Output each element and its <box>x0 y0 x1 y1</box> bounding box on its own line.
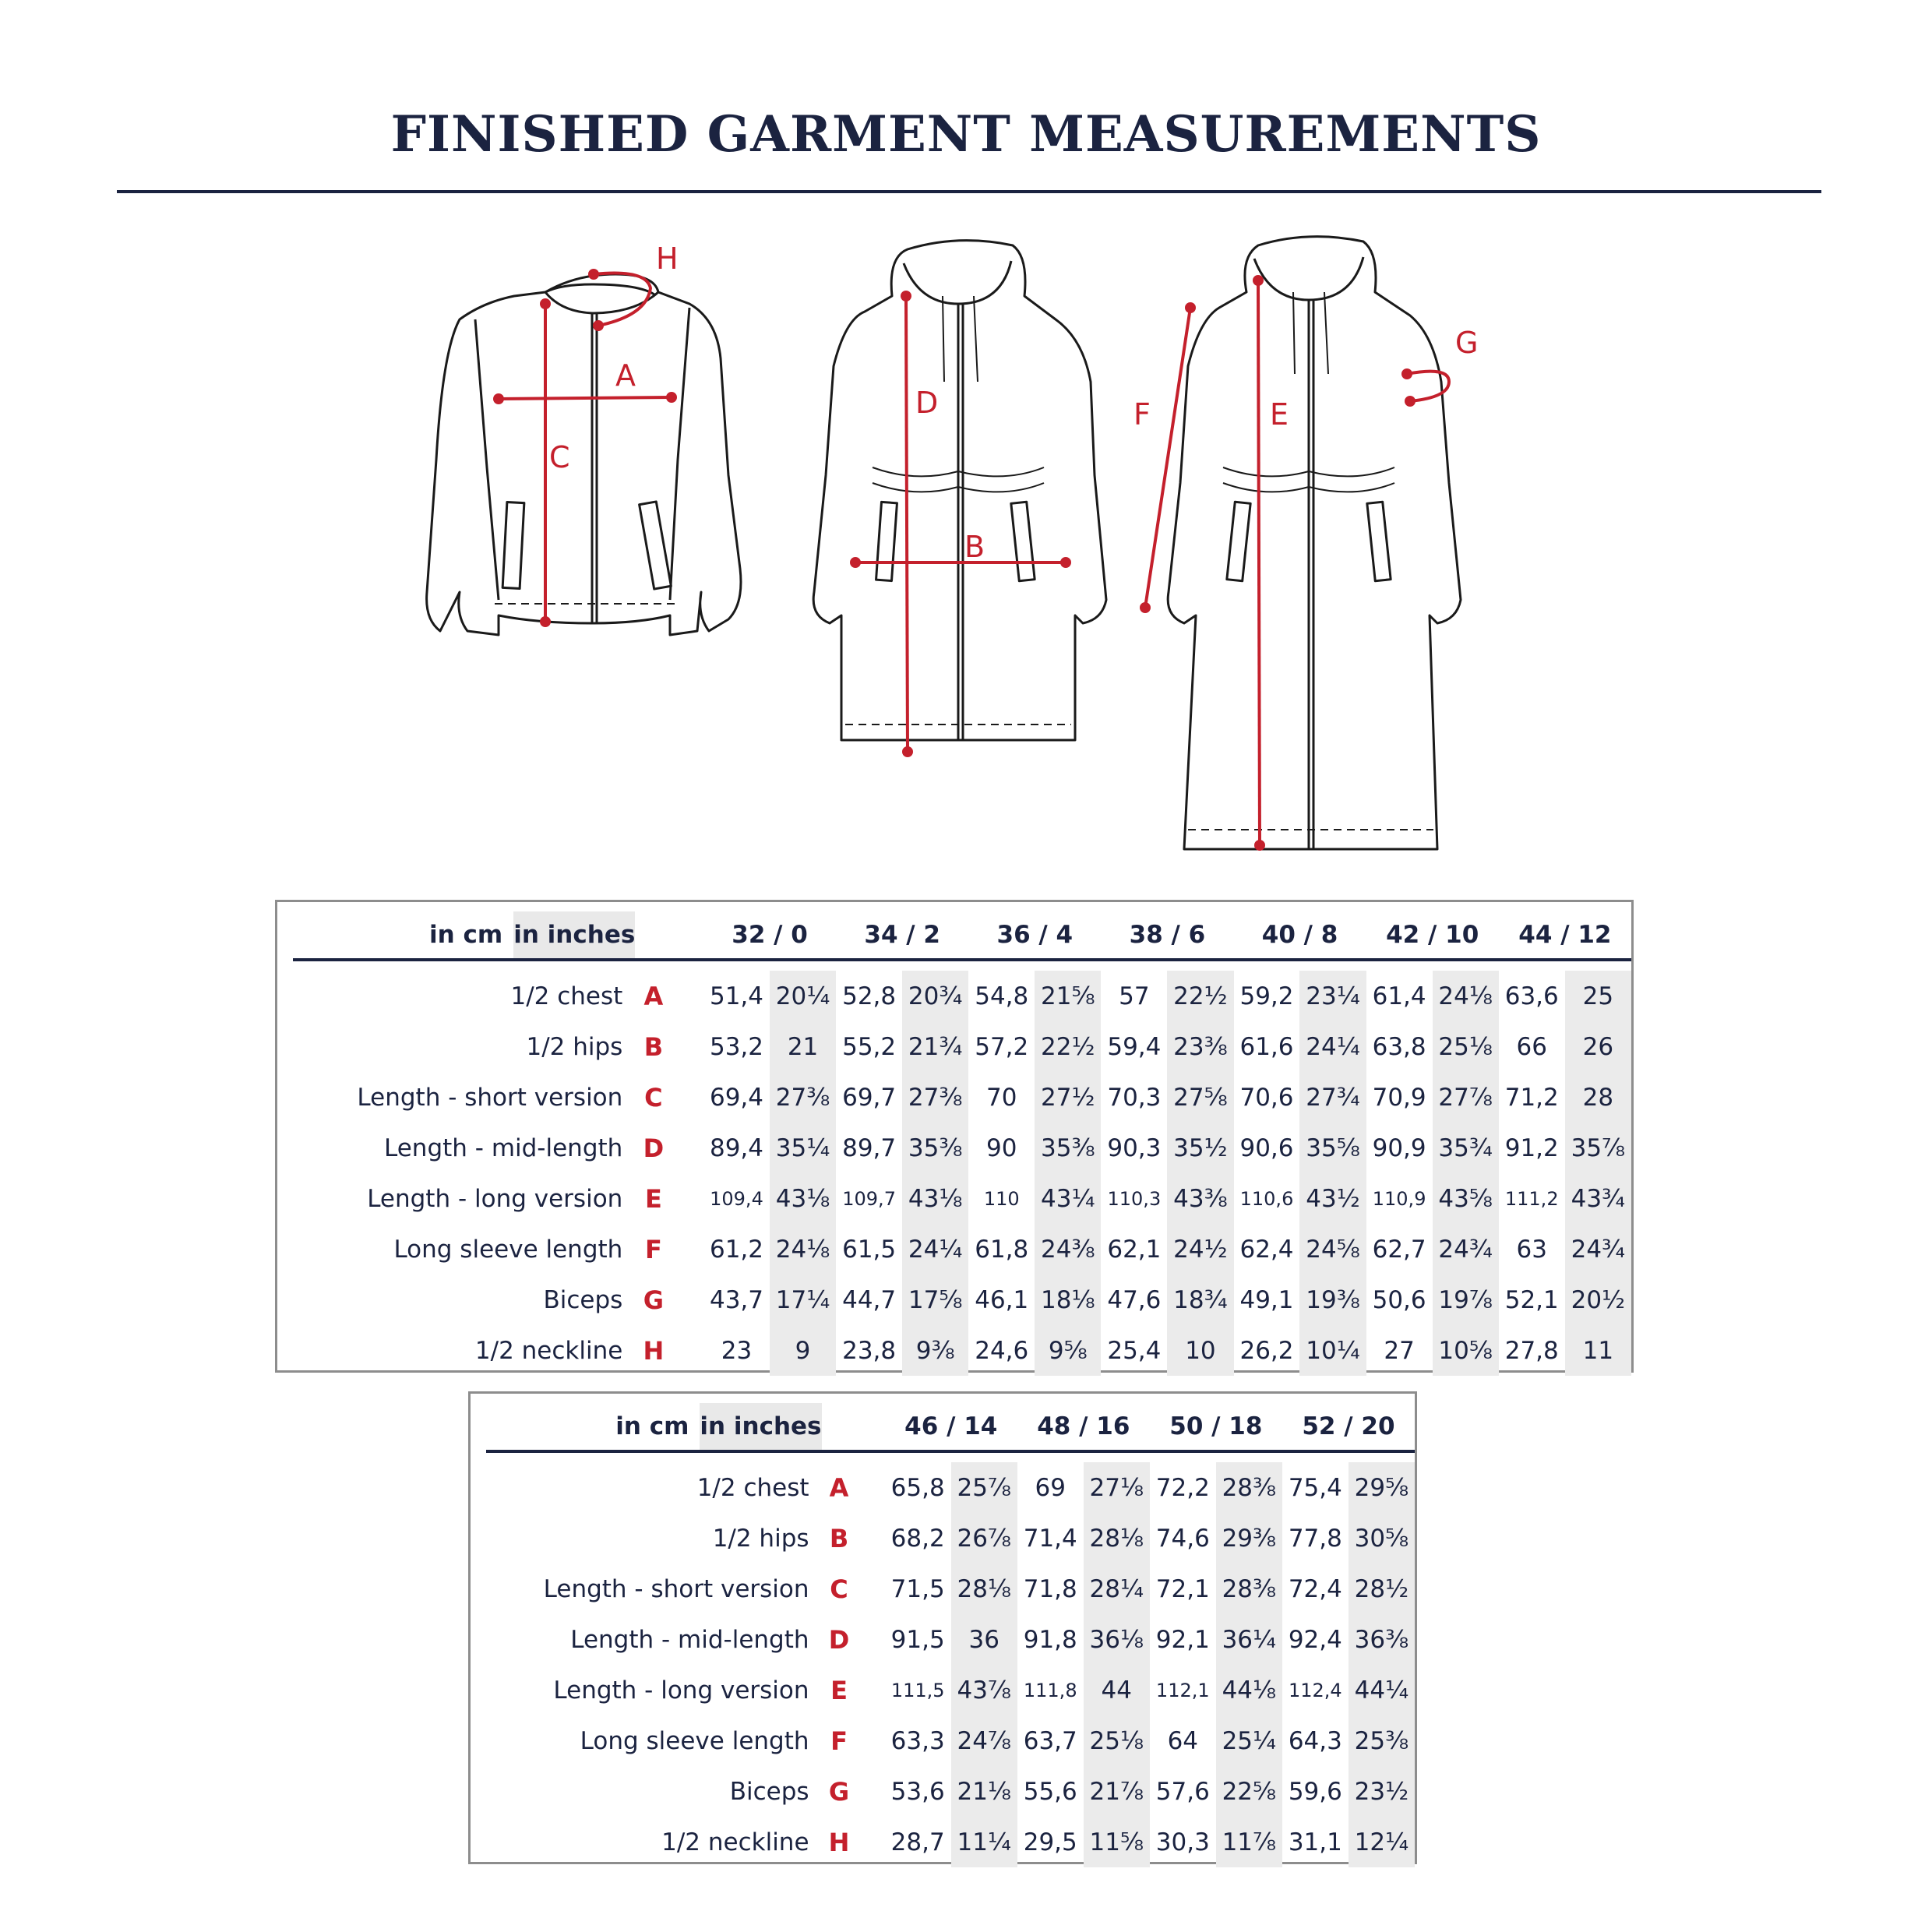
value-cm: 65,8 <box>890 1473 945 1502</box>
row-label: 1/2 neckline <box>474 1336 623 1365</box>
value-inches: 9 <box>770 1325 836 1376</box>
value-inches: 24⅞ <box>951 1715 1017 1766</box>
value-inches: 35¾ <box>1433 1123 1499 1173</box>
value-inches: 11⅝ <box>1084 1817 1150 1867</box>
value-cm: 59,6 <box>1288 1777 1342 1806</box>
measurement-letter: D <box>643 1133 665 1163</box>
marker-b: B <box>964 530 985 564</box>
value-inches: 27⅜ <box>902 1072 968 1123</box>
row-label: 1/2 hips <box>712 1524 809 1553</box>
row-label: Length - short version <box>357 1083 623 1112</box>
measurement-letter: G <box>643 1285 665 1315</box>
value-inches: 24⅝ <box>1299 1224 1366 1274</box>
value-cm: 70 <box>986 1083 1017 1112</box>
value-cm: 109,7 <box>842 1187 896 1210</box>
value-inches: 43⅞ <box>951 1665 1017 1715</box>
measurement-letter: E <box>644 1183 662 1214</box>
measurement-letter: F <box>644 1234 662 1264</box>
value-cm: 90,9 <box>1372 1133 1426 1162</box>
value-cm: 110,3 <box>1107 1187 1162 1210</box>
value-cm: 61,6 <box>1239 1032 1294 1061</box>
value-cm: 89,7 <box>842 1133 897 1162</box>
table-row <box>293 1072 1631 1123</box>
value-cm: 62,4 <box>1239 1235 1294 1264</box>
marker-f: F <box>1133 397 1151 432</box>
value-inches: 27¾ <box>1299 1072 1366 1123</box>
value-inches: 23½ <box>1349 1766 1415 1817</box>
value-cm: 75,4 <box>1288 1473 1342 1502</box>
value-inches: 9⅝ <box>1035 1325 1101 1376</box>
value-cm: 59,2 <box>1239 982 1294 1010</box>
measurement-table <box>486 1403 1415 1867</box>
value-cm: 61,5 <box>842 1235 897 1264</box>
measurement-table <box>293 911 1631 1376</box>
marker-d: D <box>915 386 939 420</box>
size-header: 32 / 0 <box>703 911 836 960</box>
value-cm: 29,5 <box>1023 1828 1077 1856</box>
value-cm: 91,8 <box>1023 1625 1077 1654</box>
value-inches: 28½ <box>1349 1564 1415 1614</box>
measurement-letter: B <box>829 1523 849 1553</box>
row-label: 1/2 chest <box>696 1473 809 1502</box>
value-inches: 43⅝ <box>1433 1173 1499 1224</box>
value-cm: 57,6 <box>1155 1777 1210 1806</box>
value-inches: 27½ <box>1035 1072 1101 1123</box>
value-cm: 62,1 <box>1107 1235 1162 1264</box>
value-cm: 23 <box>721 1336 753 1365</box>
title-divider <box>117 190 1821 193</box>
value-cm: 57 <box>1119 982 1150 1010</box>
mid-parka-sketch <box>813 241 1106 740</box>
value-inches: 19⅜ <box>1299 1274 1366 1325</box>
value-inches: 36⅜ <box>1349 1614 1415 1665</box>
value-cm: 74,6 <box>1155 1524 1210 1553</box>
table-row <box>486 1614 1415 1665</box>
value-inches: 43¼ <box>1035 1173 1101 1224</box>
value-inches: 44¼ <box>1349 1665 1415 1715</box>
value-cm: 51,4 <box>709 982 763 1010</box>
row-label: Length - short version <box>543 1574 809 1603</box>
value-inches: 28¼ <box>1084 1564 1150 1614</box>
value-inches: 43⅛ <box>770 1173 836 1224</box>
value-cm: 77,8 <box>1288 1524 1342 1553</box>
value-cm: 49,1 <box>1239 1285 1294 1314</box>
value-cm: 72,4 <box>1288 1574 1342 1603</box>
garment-sketches <box>0 226 1932 865</box>
value-cm: 90,3 <box>1107 1133 1162 1162</box>
value-inches: 44⅛ <box>1216 1665 1282 1715</box>
value-inches: 26 <box>1565 1021 1631 1072</box>
value-cm: 70,3 <box>1107 1083 1162 1112</box>
value-cm: 63 <box>1516 1235 1547 1264</box>
table-row <box>486 1513 1415 1564</box>
measurement-letter: H <box>643 1335 665 1366</box>
value-inches: 11 <box>1565 1325 1631 1376</box>
value-cm: 68,2 <box>890 1524 945 1553</box>
size-header: 52 / 20 <box>1282 1403 1415 1451</box>
value-cm: 71,5 <box>890 1574 945 1603</box>
value-cm: 111,8 <box>1023 1679 1077 1701</box>
value-inches: 27⅞ <box>1433 1072 1499 1123</box>
value-cm: 61,2 <box>709 1235 763 1264</box>
value-inches: 35⅝ <box>1299 1123 1366 1173</box>
value-cm: 66 <box>1516 1032 1547 1061</box>
value-inches: 23⅜ <box>1167 1021 1233 1072</box>
value-cm: 52,1 <box>1504 1285 1559 1314</box>
value-inches: 20½ <box>1565 1274 1631 1325</box>
value-inches: 24¾ <box>1433 1224 1499 1274</box>
value-cm: 90 <box>986 1133 1017 1162</box>
value-cm: 112,1 <box>1155 1679 1210 1701</box>
value-cm: 55,2 <box>842 1032 897 1061</box>
value-cm: 110,9 <box>1372 1187 1426 1210</box>
value-cm: 110,6 <box>1239 1187 1294 1210</box>
value-inches: 35⅜ <box>902 1123 968 1173</box>
value-cm: 57,2 <box>975 1032 1029 1061</box>
table-row <box>486 1665 1415 1715</box>
value-inches: 43⅛ <box>902 1173 968 1224</box>
value-inches: 25⅛ <box>1084 1715 1150 1766</box>
value-inches: 17⅝ <box>902 1274 968 1325</box>
value-inches: 36¼ <box>1216 1614 1282 1665</box>
measurement-letter: A <box>829 1472 849 1503</box>
value-inches: 25⅞ <box>951 1462 1017 1513</box>
unit-inches-label: in inches <box>700 1403 821 1451</box>
table-row <box>293 1224 1631 1274</box>
value-inches: 25¼ <box>1216 1715 1282 1766</box>
row-label: Length - long version <box>553 1676 809 1705</box>
table-row <box>293 1123 1631 1173</box>
value-cm: 53,2 <box>709 1032 763 1061</box>
value-inches: 24½ <box>1167 1224 1233 1274</box>
value-inches: 43⅜ <box>1167 1173 1233 1224</box>
row-label: Long sleeve length <box>393 1235 623 1264</box>
value-inches: 35½ <box>1167 1123 1233 1173</box>
table-row <box>486 1462 1415 1513</box>
marker-e: E <box>1270 397 1289 432</box>
size-header: 42 / 10 <box>1366 911 1499 960</box>
table-row <box>293 1173 1631 1224</box>
value-cm: 89,4 <box>709 1133 763 1162</box>
value-cm: 72,2 <box>1155 1473 1210 1502</box>
value-cm: 69 <box>1035 1473 1066 1502</box>
value-inches: 20¼ <box>770 971 836 1021</box>
measurement-letter: A <box>643 981 664 1011</box>
unit-cm-label: in cm <box>293 911 513 960</box>
value-inches: 29⅜ <box>1216 1513 1282 1564</box>
value-cm: 71,2 <box>1504 1083 1559 1112</box>
value-cm: 63,6 <box>1504 982 1559 1010</box>
value-cm: 111,5 <box>890 1679 945 1701</box>
table-row <box>293 971 1631 1021</box>
value-cm: 31,1 <box>1288 1828 1342 1856</box>
value-inches: 18⅛ <box>1035 1274 1101 1325</box>
size-header: 36 / 4 <box>968 911 1101 960</box>
value-cm: 112,4 <box>1288 1679 1342 1701</box>
value-inches: 10¼ <box>1299 1325 1366 1376</box>
value-inches: 24¼ <box>902 1224 968 1274</box>
measurement-letter: C <box>830 1574 848 1604</box>
value-inches: 11⅞ <box>1216 1817 1282 1867</box>
value-cm: 53,6 <box>890 1777 945 1806</box>
value-cm: 91,5 <box>890 1625 945 1654</box>
table-row <box>486 1715 1415 1766</box>
size-header: 40 / 8 <box>1234 911 1366 960</box>
value-inches: 28 <box>1565 1072 1631 1123</box>
value-cm: 69,4 <box>709 1083 763 1112</box>
value-cm: 50,6 <box>1372 1285 1426 1314</box>
value-inches: 21 <box>770 1021 836 1072</box>
value-inches: 9⅜ <box>902 1325 968 1376</box>
value-cm: 109,4 <box>710 1187 763 1210</box>
value-inches: 19⅞ <box>1433 1274 1499 1325</box>
value-inches: 11¼ <box>951 1817 1017 1867</box>
value-inches: 28⅛ <box>1084 1513 1150 1564</box>
value-cm: 55,6 <box>1023 1777 1077 1806</box>
size-header: 48 / 16 <box>1017 1403 1150 1451</box>
value-cm: 63,3 <box>890 1726 945 1755</box>
size-header: 38 / 6 <box>1101 911 1233 960</box>
value-cm: 30,3 <box>1155 1828 1210 1856</box>
value-cm: 64 <box>1167 1726 1199 1755</box>
value-cm: 23,8 <box>842 1336 897 1365</box>
value-inches: 27⅝ <box>1167 1072 1233 1123</box>
measurement-letter: B <box>643 1031 664 1062</box>
size-table-1 <box>275 900 1634 1373</box>
value-cm: 28,7 <box>890 1828 945 1856</box>
value-cm: 71,8 <box>1023 1574 1077 1603</box>
value-inches: 21¾ <box>902 1021 968 1072</box>
table-row <box>486 1564 1415 1614</box>
row-label: Biceps <box>729 1777 809 1806</box>
value-cm: 43,7 <box>709 1285 763 1314</box>
value-cm: 91,2 <box>1504 1133 1559 1162</box>
value-inches: 20¾ <box>902 971 968 1021</box>
value-cm: 52,8 <box>842 982 897 1010</box>
value-cm: 24,6 <box>975 1336 1029 1365</box>
size-table-2 <box>468 1391 1417 1864</box>
marker-g: G <box>1455 326 1479 360</box>
value-cm: 71,4 <box>1023 1524 1077 1553</box>
value-inches: 21⅝ <box>1035 971 1101 1021</box>
value-cm: 44,7 <box>842 1285 897 1314</box>
row-label: Length - mid-length <box>384 1133 623 1162</box>
value-cm: 90,6 <box>1239 1133 1294 1162</box>
table-row <box>293 1325 1631 1376</box>
unit-cm-label: in cm <box>486 1403 700 1451</box>
value-inches: 12¼ <box>1349 1817 1415 1867</box>
page-title: FINISHED GARMENT MEASUREMENTS <box>390 105 1542 164</box>
value-cm: 63,8 <box>1372 1032 1426 1061</box>
short-jacket-sketch <box>427 274 741 635</box>
value-inches: 44 <box>1084 1665 1150 1715</box>
value-cm: 70,9 <box>1372 1083 1426 1112</box>
value-cm: 59,4 <box>1107 1032 1162 1061</box>
row-label: Length - long version <box>367 1184 623 1213</box>
table-body <box>486 1451 1415 1867</box>
value-inches: 24⅜ <box>1035 1224 1101 1274</box>
measurement-letter: E <box>830 1675 848 1705</box>
size-header: 50 / 18 <box>1150 1403 1282 1451</box>
marker-a: A <box>615 358 636 393</box>
value-cm: 110 <box>983 1187 1020 1210</box>
value-inches: 28⅛ <box>951 1564 1017 1614</box>
marker-c: C <box>549 440 570 474</box>
value-inches: 24¼ <box>1299 1021 1366 1072</box>
value-inches: 36 <box>951 1614 1017 1665</box>
measurement-letter: C <box>644 1082 663 1112</box>
value-inches: 43¾ <box>1565 1173 1631 1224</box>
value-inches: 35⅜ <box>1035 1123 1101 1173</box>
value-cm: 47,6 <box>1107 1285 1162 1314</box>
value-inches: 25⅛ <box>1433 1021 1499 1072</box>
value-inches: 26⅞ <box>951 1513 1017 1564</box>
value-inches: 22⅝ <box>1216 1766 1282 1817</box>
value-inches: 21⅞ <box>1084 1766 1150 1817</box>
measurement-letter: F <box>830 1726 848 1756</box>
value-inches: 24¾ <box>1565 1224 1631 1274</box>
value-cm: 46,1 <box>975 1285 1029 1314</box>
value-cm: 61,8 <box>975 1235 1029 1264</box>
value-inches: 36⅛ <box>1084 1614 1150 1665</box>
value-inches: 21⅛ <box>951 1766 1017 1817</box>
value-inches: 28⅜ <box>1216 1462 1282 1513</box>
value-cm: 61,4 <box>1372 982 1426 1010</box>
value-inches: 23¼ <box>1299 971 1366 1021</box>
value-inches: 18¾ <box>1167 1274 1233 1325</box>
value-inches: 24⅛ <box>770 1224 836 1274</box>
row-label: Long sleeve length <box>580 1726 809 1755</box>
table-row <box>293 1021 1631 1072</box>
unit-inches-label: in inches <box>513 911 635 960</box>
table-row <box>486 1817 1415 1867</box>
table-row <box>486 1766 1415 1817</box>
value-inches: 43½ <box>1299 1173 1366 1224</box>
value-inches: 10⅝ <box>1433 1325 1499 1376</box>
value-cm: 72,1 <box>1155 1574 1210 1603</box>
value-cm: 62,7 <box>1372 1235 1426 1264</box>
measurement-letter: D <box>828 1624 850 1655</box>
long-parka-sketch <box>1168 237 1461 849</box>
value-cm: 25,4 <box>1107 1336 1162 1365</box>
value-inches: 27⅛ <box>1084 1462 1150 1513</box>
size-header: 46 / 14 <box>885 1403 1017 1451</box>
value-cm: 63,7 <box>1023 1726 1077 1755</box>
row-label: 1/2 hips <box>526 1032 623 1061</box>
measurement-letter: H <box>828 1827 850 1857</box>
value-cm: 69,7 <box>842 1083 897 1112</box>
row-label: Biceps <box>543 1285 623 1314</box>
measurement-letter: G <box>828 1776 850 1807</box>
value-cm: 27,8 <box>1504 1336 1559 1365</box>
value-inches: 10 <box>1167 1325 1233 1376</box>
value-cm: 64,3 <box>1288 1726 1342 1755</box>
size-header: 34 / 2 <box>836 911 968 960</box>
value-inches: 29⅝ <box>1349 1462 1415 1513</box>
value-cm: 70,6 <box>1239 1083 1294 1112</box>
value-inches: 30⅝ <box>1349 1513 1415 1564</box>
value-inches: 24⅛ <box>1433 971 1499 1021</box>
value-cm: 54,8 <box>975 982 1029 1010</box>
table-row <box>293 1274 1631 1325</box>
marker-h: H <box>656 242 679 276</box>
value-inches: 28⅜ <box>1216 1564 1282 1614</box>
value-cm: 27 <box>1384 1336 1415 1365</box>
value-cm: 92,1 <box>1155 1625 1210 1654</box>
value-inches: 35⅞ <box>1565 1123 1631 1173</box>
value-inches: 22½ <box>1167 971 1233 1021</box>
value-cm: 111,2 <box>1504 1187 1559 1210</box>
row-label: 1/2 chest <box>510 982 623 1010</box>
value-cm: 92,4 <box>1288 1625 1342 1654</box>
value-inches: 25⅜ <box>1349 1715 1415 1766</box>
value-inches: 25 <box>1565 971 1631 1021</box>
row-label: Length - mid-length <box>570 1625 809 1654</box>
value-inches: 27⅜ <box>770 1072 836 1123</box>
table-body <box>293 960 1631 1376</box>
value-cm: 26,2 <box>1239 1336 1294 1365</box>
value-inches: 35¼ <box>770 1123 836 1173</box>
value-inches: 22½ <box>1035 1021 1101 1072</box>
size-header: 44 / 12 <box>1499 911 1631 960</box>
row-label: 1/2 neckline <box>661 1828 809 1856</box>
value-inches: 17¼ <box>770 1274 836 1325</box>
